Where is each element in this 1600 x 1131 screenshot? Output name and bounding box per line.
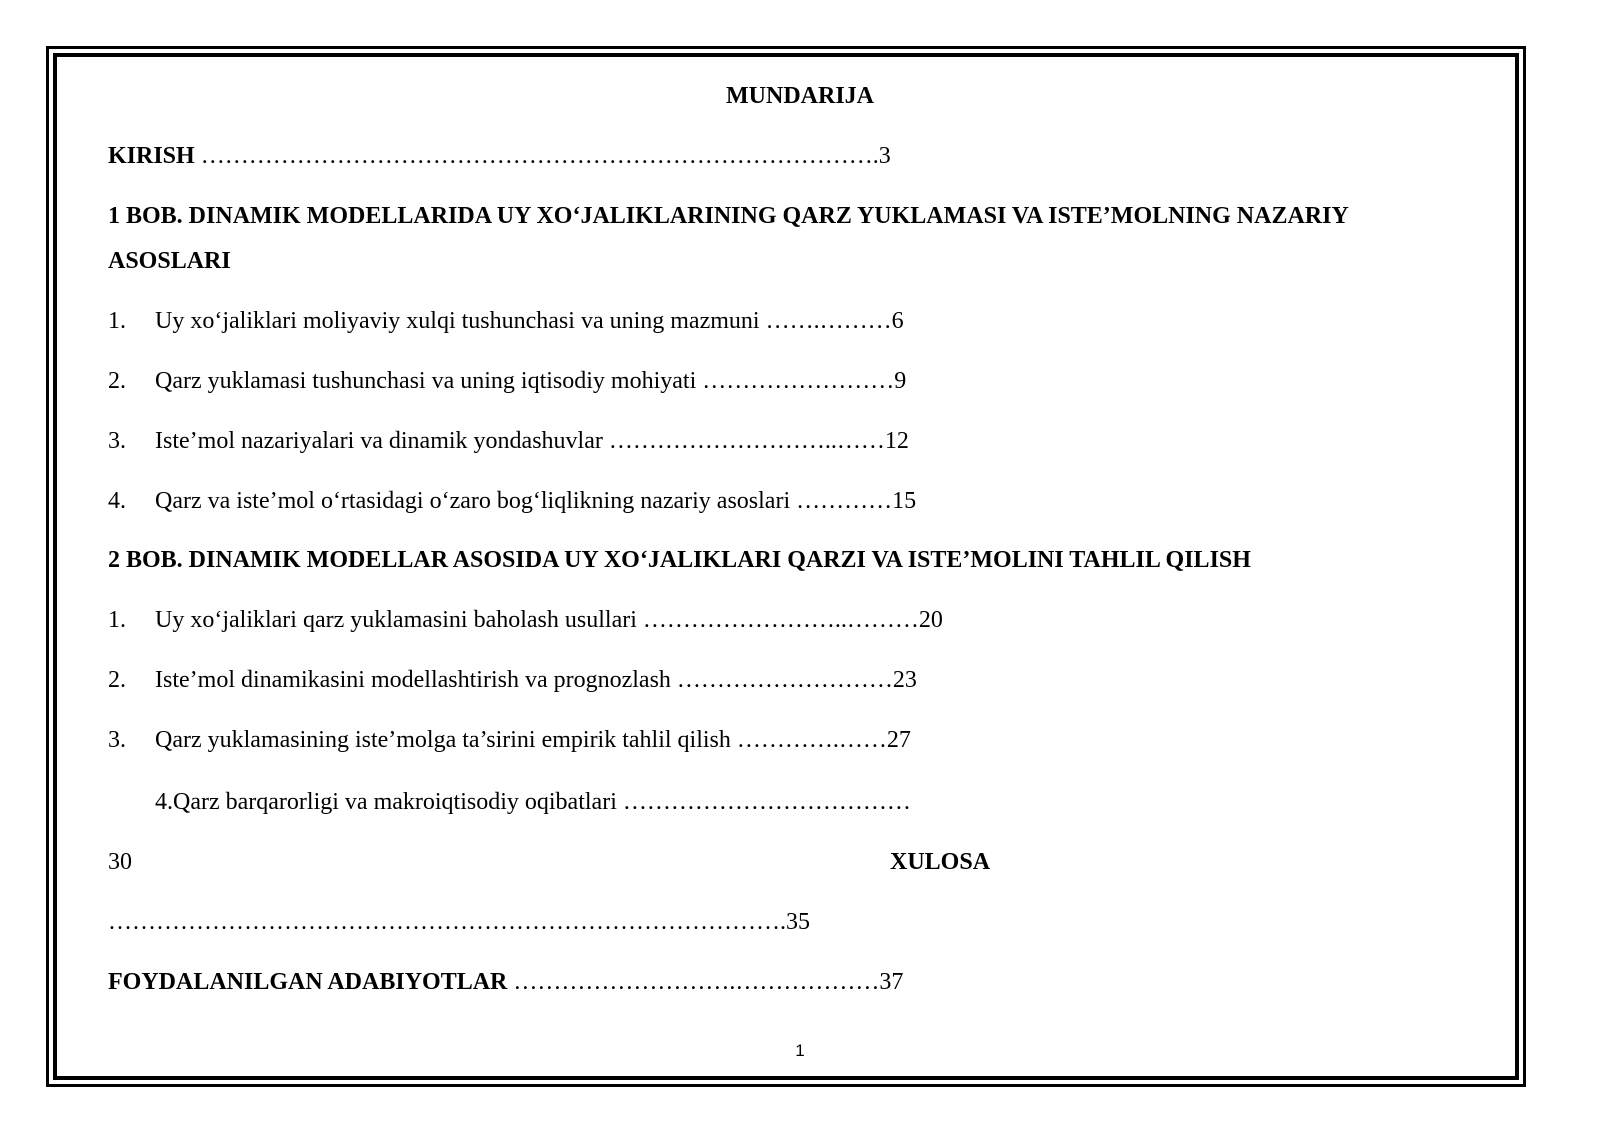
page-number: 1 xyxy=(795,1041,805,1060)
toc-chapter2-heading[interactable]: 2 BOB. DINAMIK MODELLAR ASOSIDA UY XO‘JALIKLARI QARZI VA ISTE’MOLINI TAHLIL QILISH xyxy=(108,547,1251,573)
toc-chapter1-heading-line1[interactable]: 1 BOB. DINAMIK MODELLARIDA UY XO‘JALIKLARINING QARZ YUKLAMASI VA ISTE’MOLNING NAZARIY xyxy=(108,203,1349,229)
toc-references-page: 37 xyxy=(879,969,904,995)
toc-entry-intro[interactable] xyxy=(108,141,891,171)
toc-chapter2-item4-page: 30 xyxy=(108,849,132,875)
toc-intro-page: 3 xyxy=(878,143,891,169)
toc-item-number: 2. xyxy=(108,368,126,394)
toc-references-dots: ……………………….……………… xyxy=(507,969,880,995)
toc-item-number: 1. xyxy=(108,308,126,334)
toc-item-text: Uy xo‘jaliklari moliyaviy xulqi tushunchasi va uning mazmuni …….………6 xyxy=(155,308,904,334)
toc-item-number: 3. xyxy=(108,727,126,753)
toc-chapter2-item4-text[interactable]: 4.Qarz barqarorligi va makroiqtisodiy oqibatlari ……………………………… xyxy=(155,789,911,815)
toc-conclusion-label[interactable]: XULOSA xyxy=(890,849,991,875)
toc-item-number: 2. xyxy=(108,667,126,693)
toc-item-text: Qarz yuklamasining iste’molga ta’sirini empirik tahlil qilish ………….……27 xyxy=(155,727,911,753)
toc-intro-label: KIRISH xyxy=(108,143,195,169)
toc-title: MUNDARIJA xyxy=(726,83,874,109)
toc-item-text: Qarz yuklamasi tushunchasi va uning iqtisodiy mohiyati ……………………9 xyxy=(155,368,907,394)
toc-item-number: 4. xyxy=(108,488,126,514)
toc-item-text: Qarz va iste’mol o‘rtasidagi o‘zaro bog‘liqlikning nazariy asoslari …………15 xyxy=(155,488,917,514)
toc-conclusion-dots: …………………………………………………………………………. xyxy=(108,909,786,935)
toc-conclusion-page: 35 xyxy=(786,909,810,935)
toc-intro-dots: …………………………………………………………………………. xyxy=(194,143,879,169)
toc-references-label: FOYDALANILGAN ADABIYOTLAR xyxy=(108,969,508,995)
toc-item-text: Uy xo‘jaliklari qarz yuklamasini baholash usullari ……………………..………20 xyxy=(155,607,943,633)
toc-entry-conclusion[interactable] xyxy=(108,907,810,937)
toc-entry-references[interactable] xyxy=(108,967,903,997)
toc-item-number: 3. xyxy=(108,428,126,454)
toc-chapter1-heading-line2[interactable]: ASOSLARI xyxy=(108,248,231,274)
toc-item-text: Iste’mol dinamikasini modellashtirish va prognozlash ………………………23 xyxy=(155,667,917,693)
toc-item-text: Iste’mol nazariyalari va dinamik yondashuvlar ………………………..……12 xyxy=(155,428,909,454)
toc-item-number: 1. xyxy=(108,607,126,633)
